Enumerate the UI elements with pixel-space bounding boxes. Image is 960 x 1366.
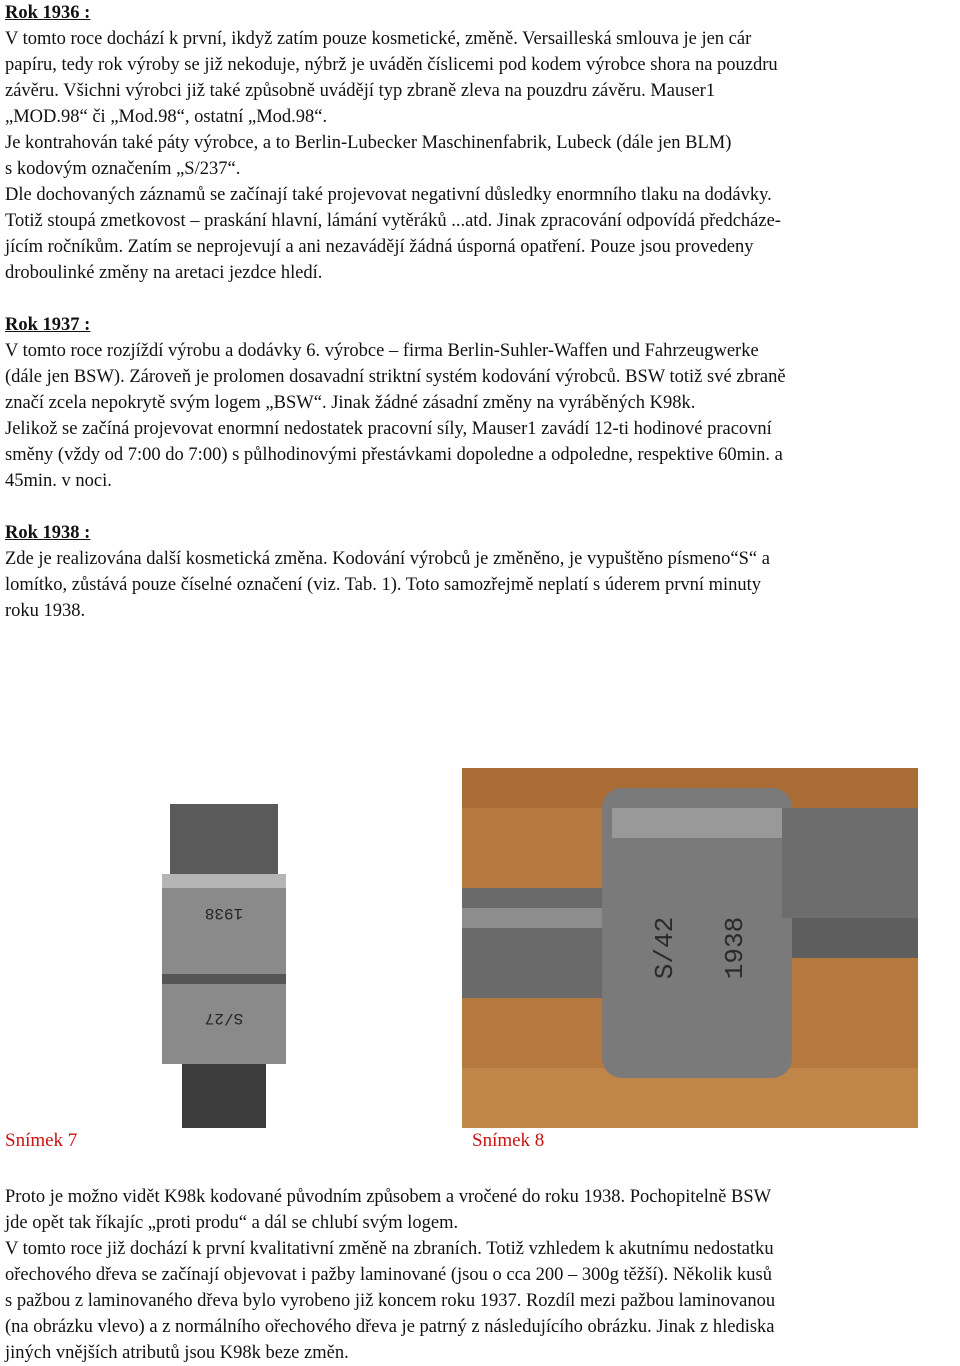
paragraph-line: s pažbou z laminovaného dřeva bylo vyrobeno již koncem roku 1937. Rozdíl mezi pažbou laminovanou: [5, 1291, 776, 1311]
paragraph-line: (dále jen BSW). Zároveň je prolomen dosavadní striktní systém kodování výrobců. BSW totiž své zbraně: [5, 367, 786, 387]
paragraph-line: roku 1938.: [5, 601, 86, 621]
paragraph-line: s kodovým označením „S/237“.: [5, 159, 241, 179]
paragraph-line: „MOD.98“ či „Mod.98“, ostatní „Mod.98“.: [5, 107, 328, 127]
stamp-year-text: 1938: [204, 904, 244, 922]
paragraph-line: Je kontrahován také páty výrobce, a to Berlin-Lubecker Maschinenfabrik, Lubeck (dále jen BLM): [5, 133, 732, 153]
paragraph-line: Zde je realizována další kosmetická změna. Kodování výrobců je změněno, je vypuštěno písmeno“S“ a: [5, 549, 770, 569]
stamp-year-text: 1938: [720, 916, 750, 980]
paragraph-line: droboulinké změny na aretaci jezdce hledí.: [5, 263, 323, 283]
paragraph-line: Jelikož se začíná projevovat enormní nedostatek pracovní síly, Mauser1 zavádí 12-ti hodinové pracovní: [5, 419, 772, 439]
paragraph-line: Proto je možno vidět K98k kodované původním způsobem a vročené do roku 1938. Pochopitelně BSW: [5, 1187, 772, 1207]
paragraph-line: V tomto roce rozjíždí výrobu a dodávky 6. výrobce – firma Berlin-Suhler-Waffen und Fahrzeugwerke: [5, 341, 759, 361]
section-1938: [5, 520, 955, 624]
paragraph-line: V tomto roce již dochází k první kvalitativní změně na zbraních. Totiž vzhledem k akutnímu nedostatku: [5, 1239, 774, 1259]
paragraph-line: Dle dochovaných záznamů se začínají také projevovat negativní důsledky enormního tlaku na dodávky.: [5, 185, 772, 205]
rifle-barrel-image: [152, 804, 296, 1128]
paragraph-line: lomítko, zůstává pouze číselné označení (viz. Tab. 1). Toto samozřejmě neplatí s úderem první minuty: [5, 575, 762, 595]
paragraph-line: značí zcela nepokrytě svým logem „BSW“. Jinak žádné zásadní změny na vyráběných K98k.: [5, 393, 696, 413]
paragraph-line: jiných vnějších atributů jsou K98k beze změn.: [5, 1343, 349, 1363]
section-after-photos: [5, 1184, 955, 1366]
paragraph-line: jde opět tak říkajíc „proti produ“ a dál se chlubí svým logem.: [5, 1213, 459, 1233]
stamp-code-text: S/42: [650, 916, 680, 980]
photo-snimek-8: [462, 768, 918, 1128]
paragraph-line: ořechového dřeva se začínají objevovat i pažby laminované (jsou o cca 200 – 300g těžší). Několik kusů: [5, 1265, 772, 1285]
heading-1938: Rok 1938 :: [5, 523, 91, 543]
section-1936: [5, 0, 955, 286]
rifle-receiver-image: [462, 768, 918, 1128]
photo-area: [0, 640, 960, 1160]
paragraph-line: papíru, tedy rok výroby se již nekoduje, nýbrž je uváděn číslicemi pod kodem výrobce shora na pouzdru: [5, 55, 778, 75]
heading-1937: Rok 1937 :: [5, 315, 91, 335]
caption-snimek-7: Snímek 7: [5, 1130, 78, 1151]
paragraph-line: (na obrázku vlevo) a z normálního ořechového dřeva je patrný z následujícího obrázku. Jinak z hlediska: [5, 1317, 775, 1337]
section-1937: [5, 312, 955, 494]
paragraph-line: Totiž stoupá zmetkovost – praskání hlavní, lámání vytěráků ...atd. Jinak zpracování odpovídá předcháze-: [5, 211, 781, 231]
paragraph-line: V tomto roce dochází k první, ikdyž zatím pouze kosmetické, změně. Versailleská smlouva je jen cár: [5, 29, 752, 49]
stamp-code-text: S/27: [204, 1009, 244, 1027]
document-page: [5, 0, 955, 624]
paragraph-line: jícím ročníkům. Zatím se neprojevují a ani nezavádějí žádná úsporná opatření. Pouze jsou provedeny: [5, 237, 754, 257]
paragraph-line: závěru. Všichni výrobci již také způsobně uvádějí typ zbraně zleva na pouzdru závěru. Mauser1: [5, 81, 716, 101]
caption-snimek-8: Snímek 8: [472, 1130, 545, 1151]
paragraph-line: 45min. v noci.: [5, 471, 112, 491]
photo-snimek-7: [152, 804, 296, 1128]
heading-1936: Rok 1936 :: [5, 3, 91, 23]
paragraph-line: směny (vždy od 7:00 do 7:00) s půlhodinovými přestávkami dopoledne a odpoledne, respektive 60min. a: [5, 445, 783, 465]
